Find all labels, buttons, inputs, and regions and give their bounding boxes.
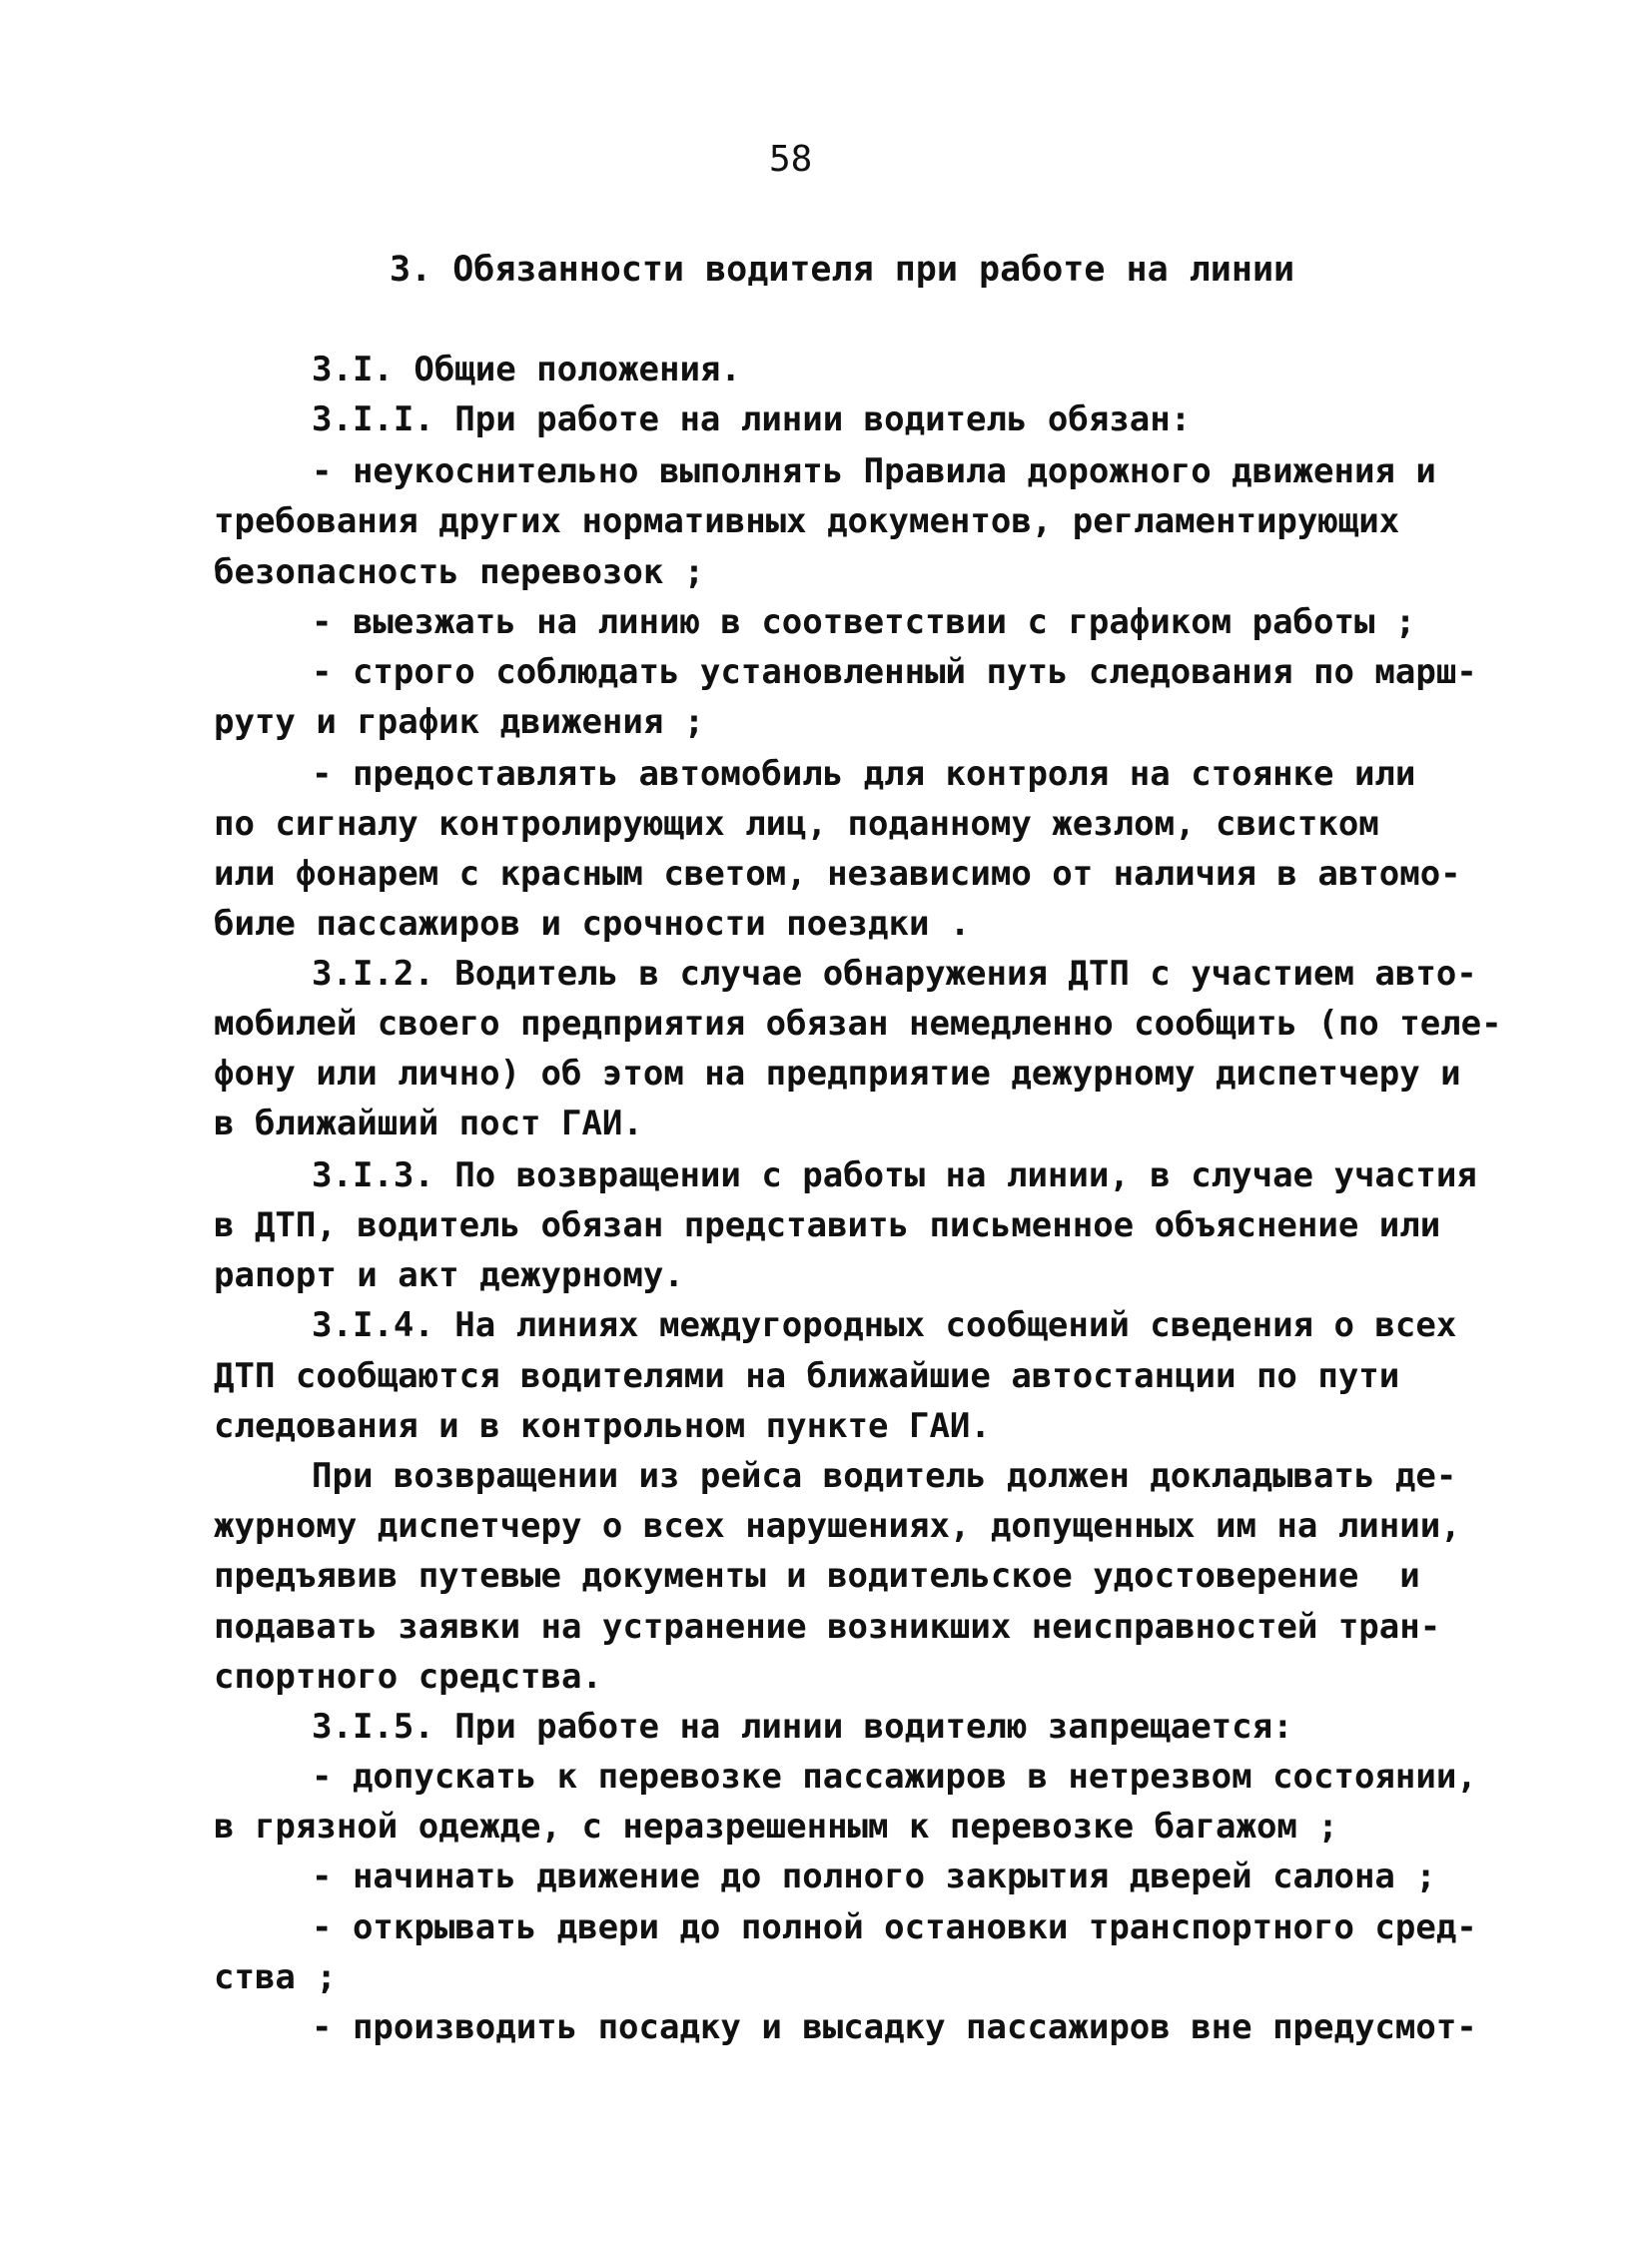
body-line: безопасность перевозок ; xyxy=(214,552,705,592)
body-line: следования и в контрольном пункте ГАИ. xyxy=(214,1406,991,1446)
body-line: 3.I. Общие положения. xyxy=(312,350,741,389)
body-line: 3.I.5. При работе на линии водителю запрещается: xyxy=(312,1707,1293,1747)
body-line: в ближайший пост ГАИ. xyxy=(214,1104,643,1143)
body-line: 3.I.3. По возвращении с работы на линии, в случае участия xyxy=(312,1155,1477,1195)
body-line: фону или лично) об этом на предприятие дежурному диспетчеру и xyxy=(214,1054,1461,1094)
body-line: - предоставлять автомобиль для контроля на стоянке или xyxy=(312,754,1416,794)
body-line: журному диспетчеру о всех нарушениях, допущенных им на линии, xyxy=(214,1506,1461,1546)
body-line: руту и график движения ; xyxy=(214,702,705,742)
body-line: биле пассажиров и срочности поездки . xyxy=(214,904,971,944)
body-line: 3.I.4. На линиях междугородных сообщений сведения о всех xyxy=(312,1305,1457,1345)
body-line: в ДТП, водитель обязан представить письменное объяснение или xyxy=(214,1205,1441,1245)
body-line: - допускать к перевозке пассажиров в нетрезвом состоянии, xyxy=(312,1757,1477,1797)
body-line: - открывать двери до полной остановки транспортного сред- xyxy=(312,1907,1477,1947)
body-line: ДТП сообщаются водителями на ближайшие автостанции по пути xyxy=(214,1356,1400,1396)
section-heading: 3. Обязанности водителя при работе на линии xyxy=(390,250,1295,290)
body-line: - строго соблюдать установленный путь следования по марш- xyxy=(312,652,1477,692)
body-line: При возвращении из рейса водитель должен докладывать де- xyxy=(312,1456,1457,1496)
body-line: требования других нормативных документов, регламентирующих xyxy=(214,501,1400,541)
body-line: - выезжать на линию в соответствии с графиком работы ; xyxy=(312,602,1416,642)
body-line: предъявив путевые документы и водительское удостоверение и xyxy=(214,1556,1420,1596)
body-line: подавать заявки на устранение возникших неисправностей тран- xyxy=(214,1607,1441,1647)
page-number: 58 xyxy=(769,139,813,180)
body-line: в грязной одежде, с неразрешенным к перевозке багажом ; xyxy=(214,1807,1338,1847)
body-line: ства ; xyxy=(214,1957,337,1997)
body-line: 3.I.I. При работе на линии водитель обязан: xyxy=(312,399,1192,439)
body-line: спортного средства. xyxy=(214,1657,602,1697)
body-line: - неукоснительно выполнять Правила дорожного движения и xyxy=(312,451,1436,491)
body-line: по сигналу контролирующих лиц, поданному жезлом, свистком xyxy=(214,804,1379,844)
body-line: рапорт и акт дежурному. xyxy=(214,1255,684,1295)
body-line: или фонарем с красным светом, независимо от наличия в автомо- xyxy=(214,854,1461,894)
body-line: - производить посадку и высадку пассажиров вне предусмот- xyxy=(312,2007,1477,2047)
body-line: - начинать движение до полного закрытия дверей салона ; xyxy=(312,1857,1436,1896)
body-line: мобилей своего предприятия обязан немедленно сообщить (по теле- xyxy=(214,1004,1502,1044)
body-line: 3.I.2. Водитель в случае обнаружения ДТП с участием авто- xyxy=(312,954,1477,994)
